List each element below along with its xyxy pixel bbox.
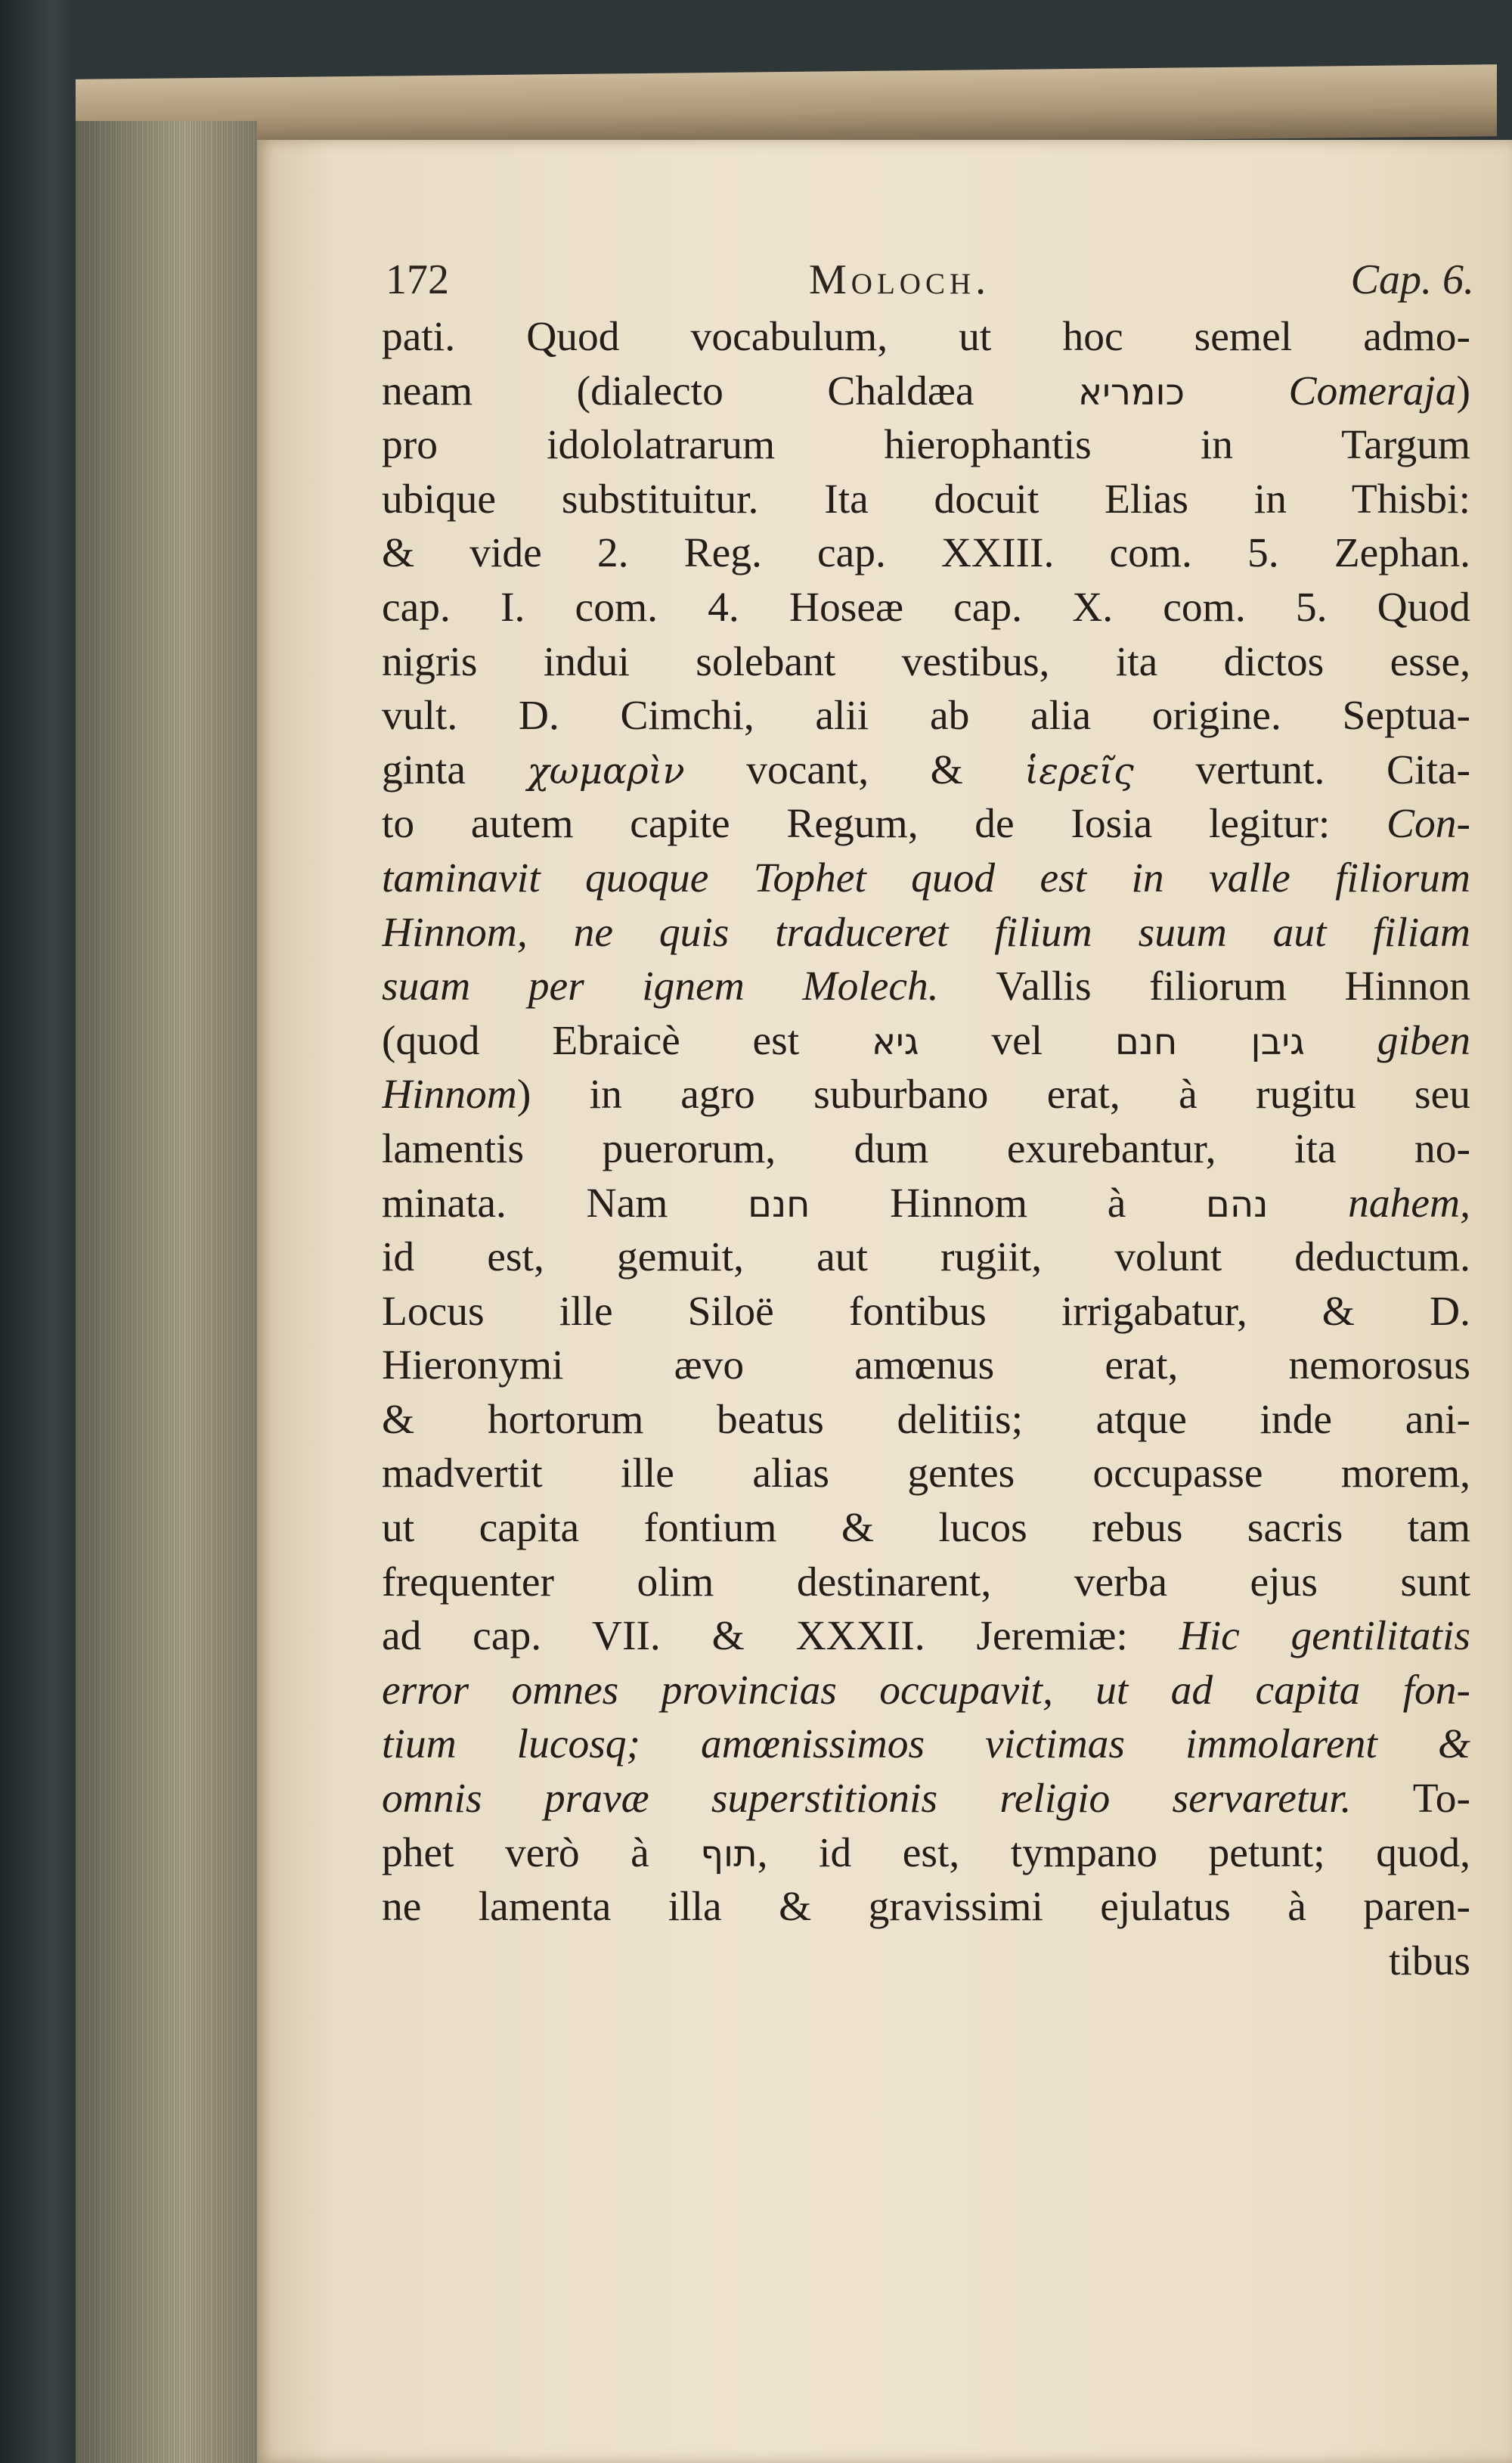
text-run: ubique substituitur. Ita docuit Elias in Thisbi: bbox=[382, 476, 1470, 523]
fore-edge-shadow bbox=[76, 121, 257, 2463]
text-run: nahem, bbox=[1348, 1180, 1470, 1227]
text-run: nigris indui solebant vestibus, ita dictos esse, bbox=[382, 638, 1470, 685]
page-number: 172 bbox=[386, 256, 449, 303]
chapter-label: Cap. 6. bbox=[1350, 256, 1474, 303]
text-run: , id est, tympano petunt; quod, bbox=[757, 1829, 1470, 1876]
text-run: error omnes provincias occupavit, ut ad capita fon- bbox=[382, 1667, 1470, 1714]
text-line bbox=[382, 1230, 1470, 1285]
text-run bbox=[1185, 368, 1289, 414]
text-run: (quod Ebraicè est bbox=[382, 1017, 872, 1064]
backdrop bbox=[0, 0, 76, 2463]
text-run bbox=[1268, 1180, 1348, 1227]
running-title: Moloch. bbox=[809, 256, 991, 303]
text-run: ) in agro suburbano erat, à rugitu seu bbox=[516, 1072, 1470, 1118]
text-run: pro idololatrarum hierophantis in Targum bbox=[382, 422, 1470, 469]
text-run: Comeraja bbox=[1288, 368, 1457, 414]
text-run: Locus ille Siloë fontibus irrigabatur, & D. bbox=[382, 1288, 1470, 1335]
text-run: Hinnom, ne quis traduceret filium suum aut filiam bbox=[382, 909, 1470, 956]
text-line bbox=[382, 1717, 1470, 1772]
text-run: pati. Quod vocabulum, ut hoc semel admo- bbox=[382, 314, 1470, 360]
text-run: Hieronymi ævo amœnus erat, nemorosus bbox=[382, 1342, 1470, 1389]
text-run: neam (dialecto Chaldæa bbox=[382, 368, 1079, 414]
text-line bbox=[382, 1447, 1470, 1501]
text-line bbox=[382, 906, 1470, 960]
text-line bbox=[382, 1556, 1470, 1610]
text-line bbox=[382, 960, 1470, 1014]
text-run: frequenter olim destinarent, verba ejus sunt bbox=[382, 1559, 1470, 1605]
text-line bbox=[382, 1122, 1470, 1177]
text-line bbox=[382, 689, 1470, 743]
text-run: id est, gemuit, aut rugiit, volunt deductum. bbox=[382, 1234, 1470, 1281]
text-line bbox=[382, 1772, 1470, 1826]
text-run: taminavit quoque Tophet quod est in valle filiorum bbox=[382, 855, 1470, 901]
text-line bbox=[382, 364, 1470, 419]
text-line bbox=[382, 1393, 1470, 1447]
text-line bbox=[382, 418, 1470, 473]
text-run: Con- bbox=[1387, 801, 1470, 848]
greek-word: χωμαρὶν bbox=[527, 749, 685, 793]
text-run: to autem capite Regum, de Iosia legitur: bbox=[382, 801, 1387, 848]
text-run: ut capita fontium & lucos rebus sacris tam bbox=[382, 1505, 1470, 1552]
running-header bbox=[386, 256, 1474, 309]
book-top-edge bbox=[76, 64, 1497, 151]
text-line bbox=[382, 852, 1470, 906]
text-run: Hic gentilitatis bbox=[1179, 1613, 1470, 1660]
text-run: & vide 2. Reg. cap. XXIII. com. 5. Zephan. bbox=[382, 530, 1470, 577]
text-line bbox=[382, 1934, 1470, 1989]
greek-word: ἱερεῖς bbox=[1024, 749, 1134, 793]
text-line bbox=[382, 1339, 1470, 1393]
text-run: ) bbox=[1456, 368, 1470, 414]
text-run: vel bbox=[919, 1017, 1115, 1064]
hebrew-word: חנם bbox=[748, 1183, 810, 1226]
hebrew-word: גיבן חנם bbox=[1114, 1020, 1305, 1063]
text-line bbox=[382, 1501, 1470, 1556]
text-run: giben bbox=[1377, 1017, 1470, 1064]
text-run: madvertit ille alias gentes occupasse morem, bbox=[382, 1450, 1470, 1497]
text-run: vocant, & bbox=[684, 746, 1025, 793]
text-run: suam per ignem Molech. bbox=[382, 963, 939, 1010]
hebrew-word: נהם bbox=[1206, 1183, 1269, 1226]
text-line bbox=[382, 1880, 1470, 1934]
text-line bbox=[382, 797, 1470, 852]
text-run: phet verò à bbox=[382, 1829, 701, 1876]
text-run: To- bbox=[1351, 1776, 1470, 1822]
text-run: cap. I. com. 4. Hoseæ cap. X. com. 5. Quod bbox=[382, 584, 1470, 631]
text-run: lamentis puerorum, dum exurebantur, ita no- bbox=[382, 1125, 1470, 1172]
text-line bbox=[382, 473, 1470, 527]
text-line bbox=[382, 1664, 1470, 1718]
text-run: Hinnom à bbox=[810, 1180, 1207, 1227]
text-run: minata. Nam bbox=[382, 1180, 748, 1227]
text-run: omnis pravæ superstitionis religio servaretur. bbox=[382, 1776, 1352, 1822]
text-run: & hortorum beatus delitiis; atque inde ani- bbox=[382, 1396, 1470, 1443]
text-line bbox=[382, 635, 1470, 690]
text-line bbox=[382, 1014, 1470, 1069]
text-line bbox=[382, 1826, 1470, 1881]
text-line bbox=[382, 310, 1470, 364]
text-run: ad cap. VII. & XXXII. Jeremiæ: bbox=[382, 1613, 1179, 1660]
text-run: ne lamenta illa & gravissimi ejulatus à paren- bbox=[382, 1884, 1470, 1931]
text-run: Hinnom bbox=[382, 1072, 517, 1118]
body-text bbox=[382, 310, 1470, 1988]
text-line bbox=[382, 526, 1470, 581]
text-run: Vallis filiorum Hinnon bbox=[938, 963, 1470, 1010]
text-run: tium lucosq; amœnissimos victimas immolarent & bbox=[382, 1721, 1470, 1768]
text-run: tibus bbox=[1389, 1937, 1470, 1984]
text-line bbox=[382, 1609, 1470, 1664]
hebrew-word: גיא bbox=[871, 1020, 919, 1063]
text-line bbox=[382, 581, 1470, 635]
text-run: vult. D. Cimchi, alii ab alia origine. Septua- bbox=[382, 693, 1470, 740]
text-line bbox=[382, 743, 1470, 798]
text-run bbox=[1305, 1018, 1377, 1064]
text-line bbox=[382, 1285, 1470, 1339]
text-line bbox=[382, 1177, 1470, 1231]
hebrew-word: כומריא bbox=[1078, 371, 1185, 414]
text-run: ginta bbox=[382, 746, 528, 793]
text-line bbox=[382, 1068, 1470, 1122]
hebrew-word: תוף bbox=[700, 1832, 758, 1875]
text-run: vertunt. Cita- bbox=[1133, 746, 1470, 793]
